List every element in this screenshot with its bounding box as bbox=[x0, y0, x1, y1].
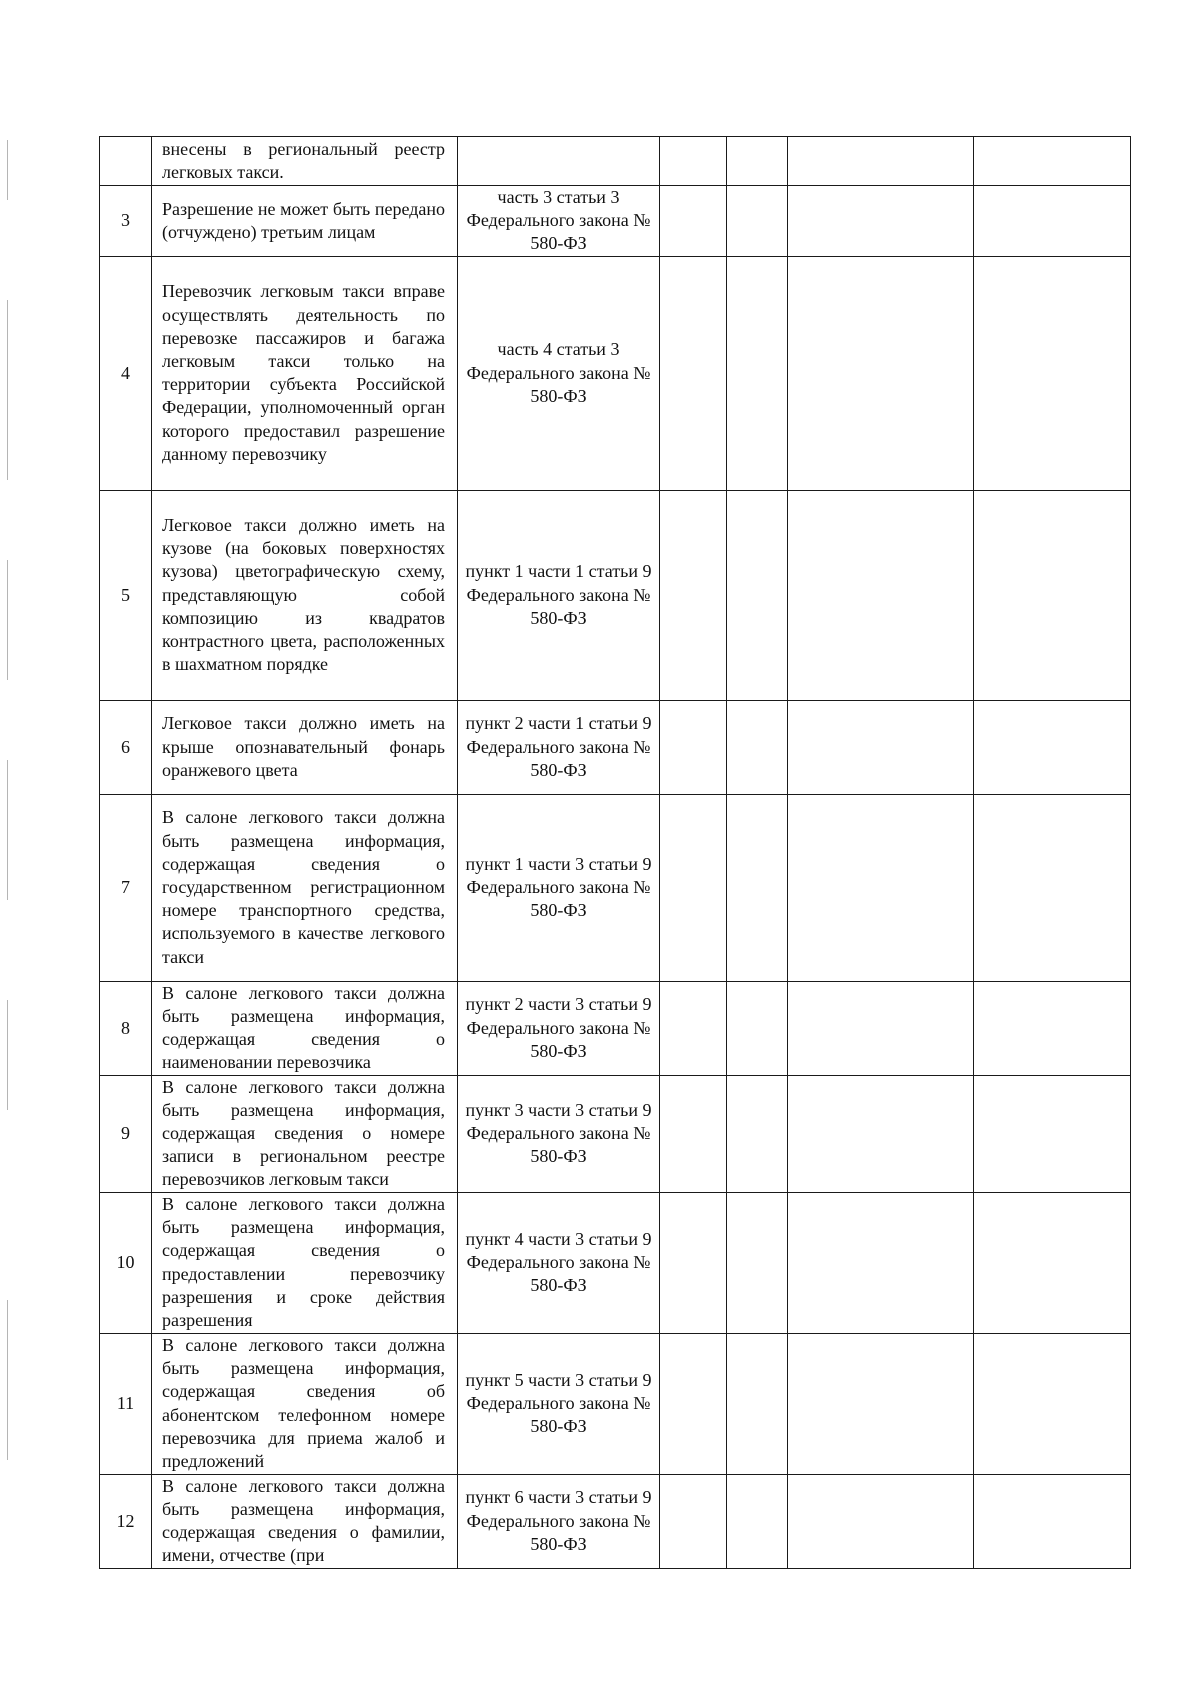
empty-cell bbox=[974, 490, 1131, 700]
table-row bbox=[100, 794, 1131, 981]
row-number: 12 bbox=[100, 1474, 152, 1568]
legal-reference-cell: часть 3 статьи 3 Федерального закона № 580-ФЗ bbox=[458, 186, 660, 257]
empty-cell bbox=[660, 137, 727, 186]
legal-reference-cell: пункт 1 части 1 статьи 9 Федерального закона № 580-ФЗ bbox=[458, 490, 660, 700]
empty-cell bbox=[974, 186, 1131, 257]
empty-cell bbox=[788, 981, 974, 1075]
scan-edge-mark bbox=[7, 140, 8, 200]
row-number bbox=[100, 137, 152, 186]
row-number: 3 bbox=[100, 186, 152, 257]
empty-cell bbox=[974, 1474, 1131, 1568]
row-number: 11 bbox=[100, 1333, 152, 1474]
row-number: 6 bbox=[100, 700, 152, 794]
empty-cell bbox=[974, 981, 1131, 1075]
requirement-cell: В салоне легкового такси должна быть размещена информация, содержащая сведения о фамилии, имени, отчестве (при bbox=[152, 1474, 458, 1568]
empty-cell bbox=[660, 1333, 727, 1474]
empty-cell bbox=[788, 1474, 974, 1568]
legal-reference-cell: пункт 2 части 3 статьи 9 Федерального закона № 580-ФЗ bbox=[458, 981, 660, 1075]
row-number: 8 bbox=[100, 981, 152, 1075]
empty-cell bbox=[974, 137, 1131, 186]
legal-reference-cell: пункт 5 части 3 статьи 9 Федерального закона № 580-ФЗ bbox=[458, 1333, 660, 1474]
table-row bbox=[100, 981, 1131, 1075]
legal-reference-cell: пункт 4 части 3 статьи 9 Федерального закона № 580-ФЗ bbox=[458, 1192, 660, 1333]
scan-edge-mark bbox=[7, 300, 8, 480]
empty-cell bbox=[727, 794, 788, 981]
empty-cell bbox=[727, 981, 788, 1075]
table-row bbox=[100, 186, 1131, 257]
empty-cell bbox=[660, 981, 727, 1075]
empty-cell bbox=[974, 1192, 1131, 1333]
requirement-cell: В салоне легкового такси должна быть размещена информация, содержащая сведения о государственном регистрационном номере транспортного средства, используемого в качестве легкового такси bbox=[152, 794, 458, 981]
empty-cell bbox=[727, 700, 788, 794]
empty-cell bbox=[660, 186, 727, 257]
empty-cell bbox=[727, 1192, 788, 1333]
legal-reference-cell: пункт 2 части 1 статьи 9 Федерального закона № 580-ФЗ bbox=[458, 700, 660, 794]
table-row bbox=[100, 700, 1131, 794]
table-row bbox=[100, 1192, 1131, 1333]
empty-cell bbox=[727, 256, 788, 490]
table-row bbox=[100, 137, 1131, 186]
empty-cell bbox=[660, 1075, 727, 1192]
table-row bbox=[100, 256, 1131, 490]
empty-cell bbox=[788, 186, 974, 257]
scan-edge-mark bbox=[7, 560, 8, 680]
legal-reference-cell: пункт 3 части 3 статьи 9 Федерального закона № 580-ФЗ bbox=[458, 1075, 660, 1192]
requirement-cell: Разрешение не может быть передано (отчуждено) третьим лицам bbox=[152, 186, 458, 257]
empty-cell bbox=[660, 700, 727, 794]
empty-cell bbox=[974, 1333, 1131, 1474]
empty-cell bbox=[974, 700, 1131, 794]
requirement-cell: В салоне легкового такси должна быть размещена информация, содержащая сведения о наименовании перевозчика bbox=[152, 981, 458, 1075]
row-number: 7 bbox=[100, 794, 152, 981]
table-row bbox=[100, 1333, 1131, 1474]
empty-cell bbox=[727, 1333, 788, 1474]
legal-reference-cell bbox=[458, 137, 660, 186]
scan-edge-mark bbox=[7, 1000, 8, 1110]
empty-cell bbox=[788, 1192, 974, 1333]
empty-cell bbox=[660, 1474, 727, 1568]
table-row bbox=[100, 490, 1131, 700]
requirement-cell: В салоне легкового такси должна быть размещена информация, содержащая сведения о предоставлении перевозчику разрешения и сроке действия разрешения bbox=[152, 1192, 458, 1333]
empty-cell bbox=[788, 1333, 974, 1474]
empty-cell bbox=[727, 1075, 788, 1192]
legal-reference-cell: пункт 6 части 3 статьи 9 Федерального закона № 580-ФЗ bbox=[458, 1474, 660, 1568]
empty-cell bbox=[727, 490, 788, 700]
requirement-cell: В салоне легкового такси должна быть размещена информация, содержащая сведения об абонентском телефонном номере перевозчика для приема жалоб и предложений bbox=[152, 1333, 458, 1474]
legal-reference-cell: пункт 1 части 3 статьи 9 Федерального закона № 580-ФЗ bbox=[458, 794, 660, 981]
empty-cell bbox=[727, 1474, 788, 1568]
row-number: 4 bbox=[100, 256, 152, 490]
legal-reference-cell: часть 4 статьи 3 Федерального закона № 580-ФЗ bbox=[458, 256, 660, 490]
empty-cell bbox=[660, 794, 727, 981]
empty-cell bbox=[727, 186, 788, 257]
scan-edge-mark bbox=[7, 760, 8, 900]
requirements-table bbox=[99, 136, 1131, 1569]
empty-cell bbox=[974, 1075, 1131, 1192]
scan-edge-mark bbox=[7, 1300, 8, 1460]
empty-cell bbox=[727, 137, 788, 186]
table-row bbox=[100, 1474, 1131, 1568]
requirement-cell: Перевозчик легковым такси вправе осуществлять деятельность по перевозке пассажиров и багажа легковым такси только на территории субъекта Российской Федерации, уполномоченный орган которого предоставил разрешение данному перевозчику bbox=[152, 256, 458, 490]
requirement-cell: Легковое такси должно иметь на кузове (на боковых поверхностях кузова) цветографическую схему, представляющую собой композицию из квадратов контрастного цвета, расположенных в шахматном порядке bbox=[152, 490, 458, 700]
empty-cell bbox=[788, 794, 974, 981]
empty-cell bbox=[660, 490, 727, 700]
empty-cell bbox=[788, 490, 974, 700]
empty-cell bbox=[974, 794, 1131, 981]
row-number: 5 bbox=[100, 490, 152, 700]
requirement-cell: В салоне легкового такси должна быть размещена информация, содержащая сведения о номере записи в региональном реестре перевозчиков легковым такси bbox=[152, 1075, 458, 1192]
table-row bbox=[100, 1075, 1131, 1192]
empty-cell bbox=[788, 700, 974, 794]
empty-cell bbox=[974, 256, 1131, 490]
empty-cell bbox=[788, 256, 974, 490]
empty-cell bbox=[660, 1192, 727, 1333]
requirement-cell: Легковое такси должно иметь на крыше опознавательный фонарь оранжевого цвета bbox=[152, 700, 458, 794]
empty-cell bbox=[788, 137, 974, 186]
empty-cell bbox=[660, 256, 727, 490]
row-number: 9 bbox=[100, 1075, 152, 1192]
row-number: 10 bbox=[100, 1192, 152, 1333]
requirement-cell: внесены в региональный реестр легковых такси. bbox=[152, 137, 458, 186]
empty-cell bbox=[788, 1075, 974, 1192]
